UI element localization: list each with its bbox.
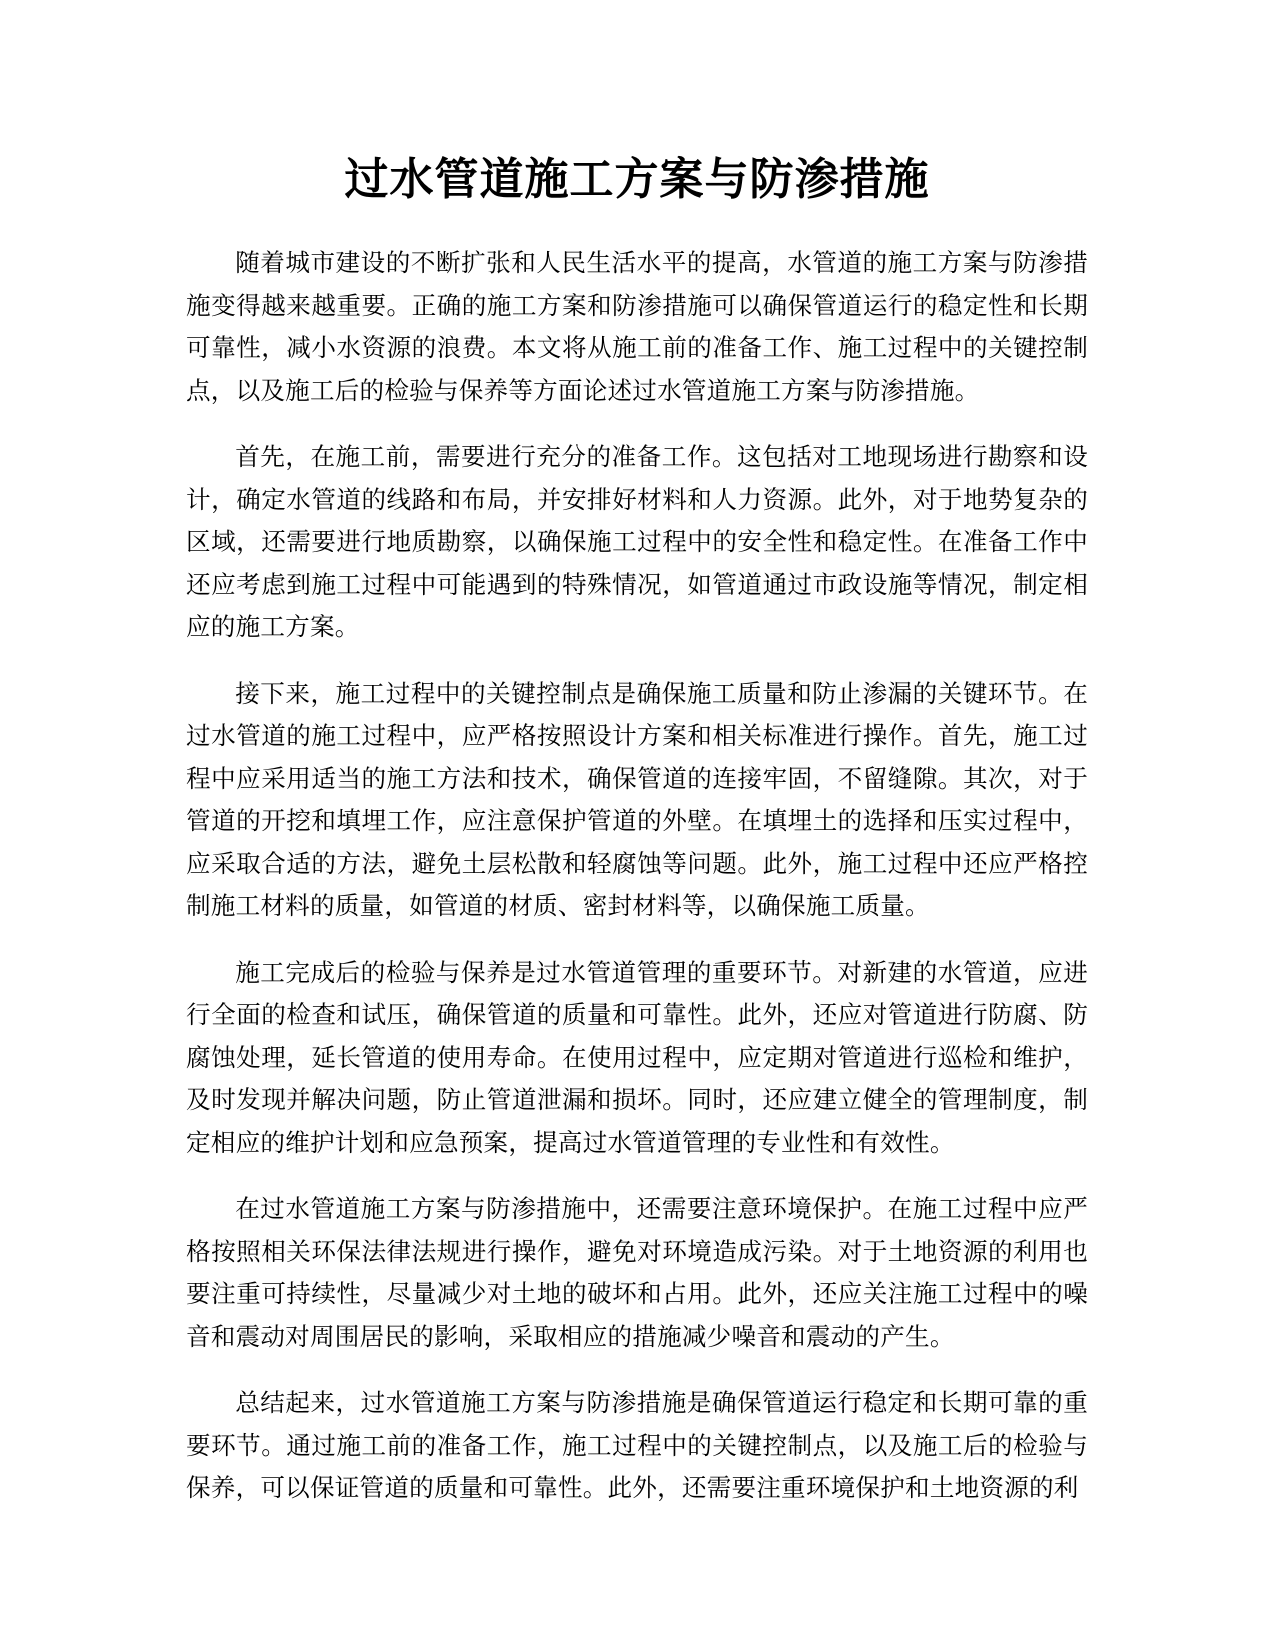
paragraph-preparation: 首先，在施工前，需要进行充分的准备工作。这包括对工地现场进行勘察和设计，确定水管道的线路和布局，并安排好材料和人力资源。此外，对于地势复杂的区域，还需要进行地质勘察，以确保施工过程中的安全性和稳定性。在准备工作中还应考虑到施工过程中可能遇到的特殊情况，如管道通过市政设施等情况，制定相应的施工方案。 [186,442,1088,641]
paragraph-construction-control: 接下来，施工过程中的关键控制点是确保施工质量和防止渗漏的关键环节。在过水管道的施工过程中，应严格按照设计方案和相关标准进行操作。首先，施工过程中应采用适当的施工方法和技术，确保管道的连接牢固，不留缝隙。其次，对于管道的开挖和填埋工作，应注意保护管道的外壁。在填埋土的选择和压实过程中，应采取合适的方法，避免土层松散和轻腐蚀等问题。此外，施工过程中还应严格控制施工材料的质量，如管道的材质、密封材料等，以确保施工质量。 [186,678,1088,920]
document-page [186,0,1088,1650]
paragraph-environmental-protection: 在过水管道施工方案与防渗措施中，还需要注意环境保护。在施工过程中应严格按照相关环保法律法规进行操作，避免对环境造成污染。对于土地资源的利用也要注重可持续性，尽量减少对土地的破坏和占用。此外，还应关注施工过程中的噪音和震动对周围居民的影响，采取相应的措施减少噪音和震动的产生。 [186,1194,1088,1351]
paragraph-intro: 随着城市建设的不断扩张和人民生活水平的提高，水管道的施工方案与防渗措施变得越来越重要。正确的施工方案和防渗措施可以确保管道运行的稳定性和长期可靠性，减小水资源的浪费。本文将从施工前的准备工作、施工过程中的关键控制点，以及施工后的检验与保养等方面论述过水管道施工方案与防渗措施。 [186,248,1088,405]
paragraph-summary: 总结起来，过水管道施工方案与防渗措施是确保管道运行稳定和长期可靠的重要环节。通过施工前的准备工作，施工过程中的关键控制点，以及施工后的检验与保养，可以保证管道的质量和可靠性。此外，还需要注重环境保护和土地资源的利 [186,1388,1088,1502]
document-body [186,242,1088,1534]
paragraph-inspection-maintenance: 施工完成后的检验与保养是过水管道管理的重要环节。对新建的水管道，应进行全面的检查和试压，确保管道的质量和可靠性。此外，还应对管道进行防腐、防腐蚀处理，延长管道的使用寿命。在使用过程中，应定期对管道进行巡检和维护，及时发现并解决问题，防止管道泄漏和损坏。同时，还应建立健全的管理制度，制定相应的维护计划和应急预案，提高过水管道管理的专业性和有效性。 [186,957,1088,1157]
document-title: 过水管道施工方案与防渗措施 [344,154,930,205]
